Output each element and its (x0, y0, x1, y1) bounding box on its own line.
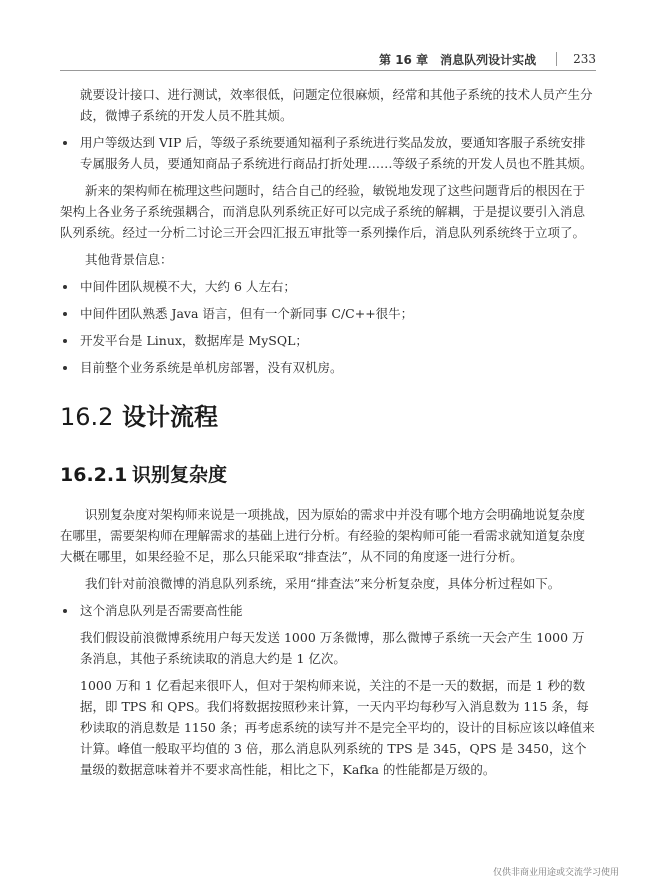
subsection-title: 识别复杂度 (132, 464, 228, 486)
list-item (60, 303, 596, 324)
header-divider (556, 52, 557, 66)
page-body (60, 84, 596, 780)
bullet-text: 中间件团队规模不大，大约 6 人左右； (80, 279, 296, 294)
bullet-text: 目前整个业务系统是单机房部署，没有双机房。 (80, 360, 343, 375)
continuation-text: 就要设计接口、进行测试，效率很低，问题定位很麻烦，经常和其他子系统的技术人员产生分歧，微博子系统的开发人员不胜其烦。 (80, 87, 593, 123)
page-number: 233 (573, 52, 596, 66)
bullet-icon (63, 366, 67, 370)
bullet-icon (63, 339, 67, 343)
header-rule (60, 70, 596, 71)
list-item (60, 330, 596, 351)
bullet-text: 用户等级达到 VIP 后，等级子系统要通知福利子系统进行奖品发放，要通知客服子系统安排专属服务人员，要通知商品子系统进行商品打折处理……等级子系统的开发人员也不胜其烦。 (80, 135, 593, 171)
bullet-text: 这个消息队列是否需要高性能 (80, 603, 243, 618)
list-item (60, 132, 596, 174)
list-item (60, 357, 596, 378)
architect-paragraph: 新来的架构师在梳理这些问题时，结合自己的经验，敏锐地发现了这些问题背后的根因在于架构上各业务子系统强耦合，而消息队列系统正好可以完成子系统的解耦，于是提议要引入消息队列系统。经过一分析二讨论三开会四汇报五审批等一系列操作后，消息队列系统终于立项了。 (60, 183, 586, 240)
analysis-paragraph: 1000 万和 1 亿看起来很吓人，但对于架构师来说，关注的不是一天的数据，而是 1 秒的数据，即 TPS 和 QPS。我们将数据按照秒来计算，一天内平均每秒写入消息数为 115 条，每秒读取的消息数是 1150 条；再考虑系统的读写并不是完全平均的，设计的目标应该以峰值来计算。峰值一般取平均值的 3 倍，那么消息队列系统的 TPS 是 345，QPS 是 3450，这个量级的数据意味着并不要求高性能，相比之下，Kafka 的性能都是万级的。 (80, 678, 595, 777)
bullet-icon (63, 312, 67, 316)
bullet-icon (63, 285, 67, 289)
section-number: 16.2 (60, 403, 114, 431)
chapter-title: 第 16 章 消息队列设计实战 (379, 52, 537, 67)
intro-paragraph: 识别复杂度对架构师来说是一项挑战，因为原始的需求中并没有哪个地方会明确地说复杂度在哪里，需要架构师在理解需求的基础上进行分析。有经验的架构师可能一看需求就知道复杂度大概在哪里，如果经验不足，那么只能采取“排查法”，从不同的角度逐一进行分析。 (60, 507, 586, 564)
method-paragraph: 我们针对前浪微博的消息队列系统，采用“排查法”来分析复杂度，具体分析过程如下。 (85, 576, 561, 591)
subsection-heading (60, 462, 596, 488)
list-item (60, 276, 596, 297)
section-heading (60, 402, 596, 432)
bullet-text: 中间件团队熟悉 Java 语言，但有一个新同事 C/C++很牛； (80, 306, 414, 321)
bullet-icon (63, 609, 67, 613)
page-header (0, 48, 596, 70)
bullet-icon (63, 141, 67, 145)
section-title: 设计流程 (122, 403, 218, 431)
background-label: 其他背景信息： (85, 252, 173, 267)
footer-note: 仅供非商业用途或交流学习使用 (492, 868, 619, 878)
analysis-paragraph: 我们假设前浪微博系统用户每天发送 1000 万条微博，那么微博子系统一天会产生 1000 万条消息，其他子系统读取的消息大约是 1 亿次。 (80, 630, 585, 666)
subsection-number: 16.2.1 (60, 464, 128, 486)
list-item (60, 600, 596, 621)
bullet-text: 开发平台是 Linux，数据库是 MySQL； (80, 333, 308, 348)
